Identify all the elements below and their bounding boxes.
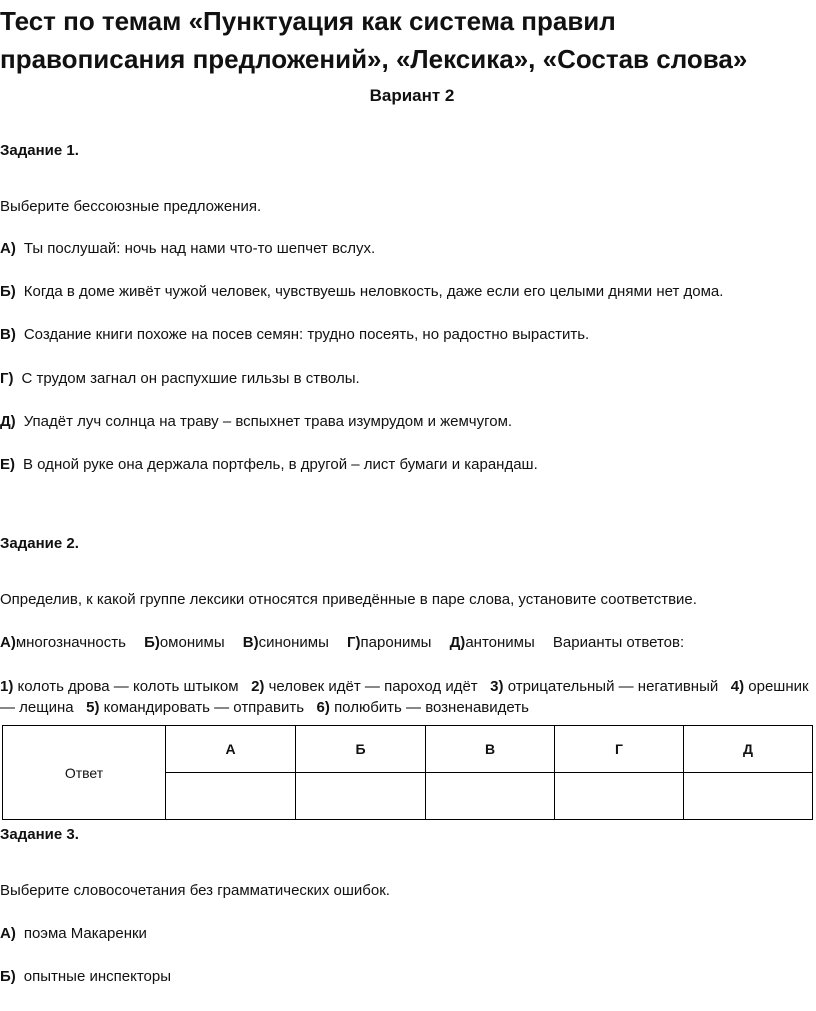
task1-option-b — [0, 283, 723, 300]
pair-number: 4) — [730, 678, 745, 695]
group-text: синонимы — [258, 634, 329, 651]
option-text: опытные инспекторы — [23, 968, 171, 985]
group-text: паронимы — [360, 634, 432, 651]
option-letter: В) — [0, 326, 16, 343]
pair-number: 5) — [86, 699, 100, 716]
pair-text: отрицательный — негативный — [507, 678, 719, 695]
task3-option-b — [0, 968, 171, 985]
pair-text: командировать — отправить — [103, 699, 305, 716]
group-letter: Г) — [347, 634, 361, 651]
variant-heading: Вариант 2 — [369, 86, 455, 105]
task1-option-v — [0, 326, 589, 343]
option-text: Ты послушай: ночь над нами что-то шепчет вслух. — [23, 240, 376, 257]
option-text: Создание книги похоже на посев семян: трудно посеять, но радостно вырастить. — [23, 326, 590, 343]
option-letter: А) — [0, 925, 16, 942]
task2-heading: Задание 2. — [0, 535, 79, 552]
answer-table — [2, 725, 813, 820]
column-header: Г — [555, 726, 684, 773]
option-text: поэма Макаренки — [23, 925, 147, 942]
option-letter: Г) — [0, 370, 14, 387]
answers-label: Варианты ответов: — [552, 634, 685, 651]
task1-option-e — [0, 456, 538, 473]
group-text: омонимы — [159, 634, 225, 651]
pair-number: 3) — [490, 678, 504, 695]
task3-heading: Задание 3. — [0, 826, 79, 843]
column-header: А — [166, 726, 296, 773]
column-header: В — [426, 726, 555, 773]
column-header: Д — [684, 726, 813, 773]
group-letter: Б) — [144, 634, 160, 651]
group-text: многозначность — [15, 634, 126, 651]
pair-number: 1) — [0, 678, 14, 695]
task1-option-d — [0, 413, 512, 430]
group-text: антонимы — [465, 634, 535, 651]
task2-instruction: Определив, к какой группе лексики относятся приведённые в паре слова, установите соответствие. — [0, 591, 697, 608]
option-letter: Д) — [0, 413, 16, 430]
task1-instruction: Выберите бессоюзные предложения. — [0, 198, 262, 215]
answer-cell[interactable] — [426, 773, 555, 820]
task1-heading: Задание 1. — [0, 142, 79, 159]
answer-cell[interactable] — [684, 773, 813, 820]
task2-groups — [0, 634, 684, 651]
group-letter: А) — [0, 634, 16, 651]
option-text: Упадёт луч солнца на траву – вспыхнет трава изумрудом и жемчугом. — [23, 413, 513, 430]
pair-text: полюбить — возненавидеть — [334, 699, 529, 716]
option-letter: А) — [0, 240, 16, 257]
pair-number: 6) — [316, 699, 330, 716]
answer-row-label: Ответ — [3, 726, 166, 820]
option-letter: Б) — [0, 283, 16, 300]
option-letter: Б) — [0, 968, 16, 985]
task1-option-a — [0, 240, 375, 257]
answer-cell[interactable] — [296, 773, 426, 820]
group-letter: В) — [242, 634, 259, 651]
task1-option-g — [0, 370, 360, 387]
table-header-row — [3, 726, 813, 773]
document-title: Тест по темам «Пунктуация как система правил правописания предложений», «Лексика», «Состав слова» — [0, 6, 748, 74]
option-letter: Е) — [0, 456, 15, 473]
task2-pairs — [0, 676, 812, 718]
answer-cell[interactable] — [555, 773, 684, 820]
answer-cell[interactable] — [166, 773, 296, 820]
pair-text: колоть дрова — колоть штыком — [17, 678, 239, 695]
option-text: С трудом загнал он распухшие гильзы в стволы. — [21, 370, 360, 387]
group-letter: Д) — [449, 634, 466, 651]
task3-option-a — [0, 925, 147, 942]
option-text: Когда в доме живёт чужой человек, чувствуешь неловкость, даже если его целыми днями нет дома. — [23, 283, 724, 300]
column-header: Б — [296, 726, 426, 773]
option-text: В одной руке она держала портфель, в другой – лист бумаги и карандаш. — [23, 456, 538, 473]
pair-text: орешник — лещина — [0, 678, 809, 716]
task3-instruction: Выберите словосочетания без грамматических ошибок. — [0, 882, 390, 899]
pair-number: 2) — [251, 678, 265, 695]
pair-text: человек идёт — пароход идёт — [268, 678, 478, 695]
